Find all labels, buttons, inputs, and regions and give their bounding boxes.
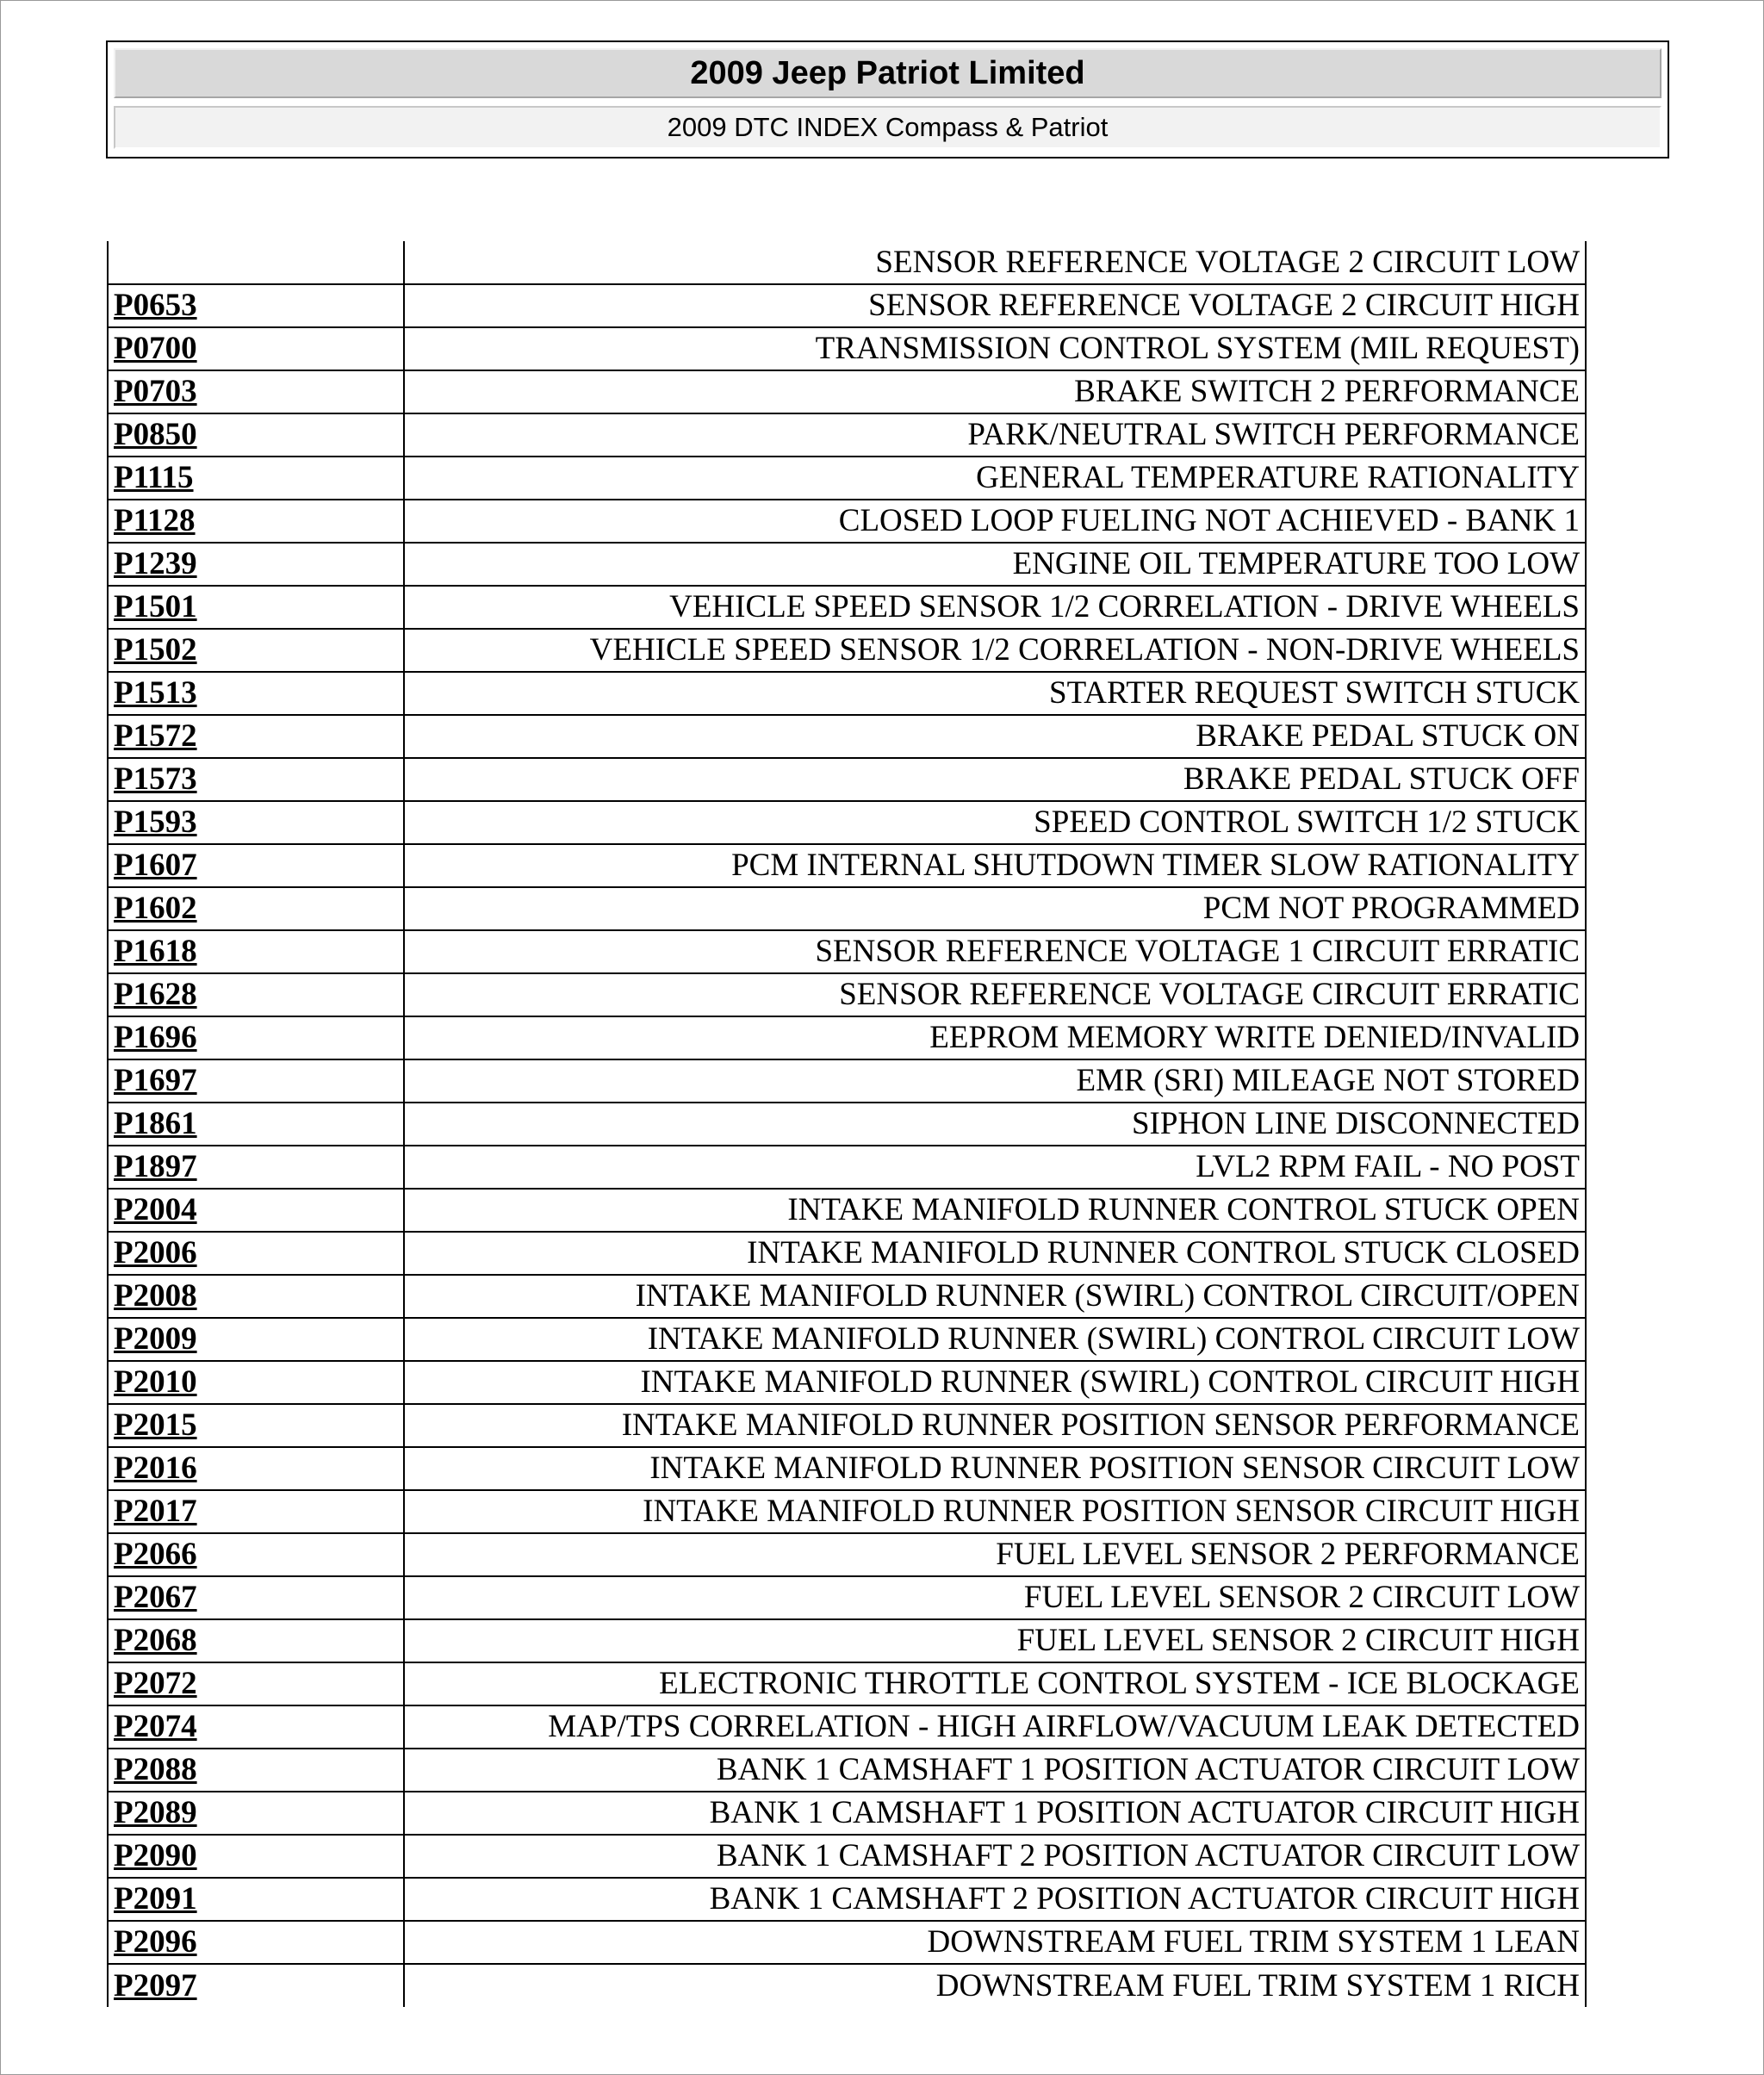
dtc-description: BANK 1 CAMSHAFT 2 POSITION ACTUATOR CIRCUIT LOW xyxy=(404,1835,1586,1878)
dtc-description: PCM NOT PROGRAMMED xyxy=(404,887,1586,930)
dtc-description: MAP/TPS CORRELATION - HIGH AIRFLOW/VACUUM LEAK DETECTED xyxy=(404,1705,1586,1749)
dtc-code-link[interactable]: P2096 xyxy=(108,1921,404,1964)
dtc-description: INTAKE MANIFOLD RUNNER POSITION SENSOR CIRCUIT HIGH xyxy=(404,1490,1586,1533)
dtc-code-link[interactable]: P2010 xyxy=(108,1361,404,1404)
dtc-code-link[interactable]: P0700 xyxy=(108,327,404,370)
dtc-code-link[interactable]: P2016 xyxy=(108,1447,404,1490)
table-row xyxy=(108,1705,1586,1749)
dtc-description: INTAKE MANIFOLD RUNNER CONTROL STUCK OPEN xyxy=(404,1189,1586,1232)
table-row xyxy=(108,1964,1586,2007)
dtc-code-link[interactable]: P2006 xyxy=(108,1232,404,1275)
dtc-description: INTAKE MANIFOLD RUNNER (SWIRL) CONTROL CIRCUIT LOW xyxy=(404,1318,1586,1361)
dtc-code-link[interactable]: P2004 xyxy=(108,1189,404,1232)
table-row xyxy=(108,930,1586,973)
dtc-description: BRAKE PEDAL STUCK OFF xyxy=(404,758,1586,801)
dtc-description: LVL2 RPM FAIL - NO POST xyxy=(404,1146,1586,1189)
dtc-code-link[interactable]: P1501 xyxy=(108,586,404,629)
dtc-code-link xyxy=(108,241,404,284)
dtc-description: INTAKE MANIFOLD RUNNER CONTROL STUCK CLOSED xyxy=(404,1232,1586,1275)
dtc-description: TRANSMISSION CONTROL SYSTEM (MIL REQUEST) xyxy=(404,327,1586,370)
table-row xyxy=(108,1361,1586,1404)
dtc-description: DOWNSTREAM FUEL TRIM SYSTEM 1 LEAN xyxy=(404,1921,1586,1964)
table-row xyxy=(108,1189,1586,1232)
dtc-code-link[interactable]: P2009 xyxy=(108,1318,404,1361)
table-row xyxy=(108,500,1586,543)
table-row xyxy=(108,1792,1586,1835)
table-row xyxy=(108,715,1586,758)
dtc-code-link[interactable]: P1513 xyxy=(108,672,404,715)
dtc-code-link[interactable]: P1115 xyxy=(108,457,404,500)
table-row xyxy=(108,586,1586,629)
document-header xyxy=(106,40,1669,158)
dtc-description: BANK 1 CAMSHAFT 2 POSITION ACTUATOR CIRCUIT HIGH xyxy=(404,1878,1586,1921)
table-row xyxy=(108,973,1586,1016)
dtc-code-link[interactable]: P1573 xyxy=(108,758,404,801)
table-row xyxy=(108,1619,1586,1662)
dtc-index-table xyxy=(107,241,1587,2007)
table-row xyxy=(108,1404,1586,1447)
dtc-code-link[interactable]: P2068 xyxy=(108,1619,404,1662)
dtc-code-link[interactable]: P0703 xyxy=(108,370,404,413)
dtc-code-link[interactable]: P2072 xyxy=(108,1662,404,1705)
dtc-code-link[interactable]: P1128 xyxy=(108,500,404,543)
table-row xyxy=(108,1146,1586,1189)
dtc-code-link[interactable]: P1697 xyxy=(108,1059,404,1103)
table-row xyxy=(108,629,1586,672)
table-row xyxy=(108,543,1586,586)
dtc-code-link[interactable]: P1618 xyxy=(108,930,404,973)
table-row xyxy=(108,1447,1586,1490)
table-row xyxy=(108,844,1586,887)
dtc-code-link[interactable]: P1239 xyxy=(108,543,404,586)
dtc-code-link[interactable]: P1897 xyxy=(108,1146,404,1189)
dtc-description: SPEED CONTROL SWITCH 1/2 STUCK xyxy=(404,801,1586,844)
dtc-description: CLOSED LOOP FUELING NOT ACHIEVED - BANK 1 xyxy=(404,500,1586,543)
dtc-description: FUEL LEVEL SENSOR 2 CIRCUIT LOW xyxy=(404,1576,1586,1619)
dtc-description: INTAKE MANIFOLD RUNNER (SWIRL) CONTROL CIRCUIT HIGH xyxy=(404,1361,1586,1404)
table-row xyxy=(108,1318,1586,1361)
table-row xyxy=(108,1576,1586,1619)
dtc-code-link[interactable]: P1502 xyxy=(108,629,404,672)
dtc-description: SENSOR REFERENCE VOLTAGE 2 CIRCUIT LOW xyxy=(404,241,1586,284)
table-row xyxy=(108,457,1586,500)
table-row xyxy=(108,413,1586,457)
dtc-code-link[interactable]: P1861 xyxy=(108,1103,404,1146)
dtc-code-link[interactable]: P2091 xyxy=(108,1878,404,1921)
dtc-description: INTAKE MANIFOLD RUNNER POSITION SENSOR CIRCUIT LOW xyxy=(404,1447,1586,1490)
dtc-description: INTAKE MANIFOLD RUNNER (SWIRL) CONTROL CIRCUIT/OPEN xyxy=(404,1275,1586,1318)
dtc-code-link[interactable]: P1572 xyxy=(108,715,404,758)
dtc-code-link[interactable]: P0653 xyxy=(108,284,404,327)
table-row xyxy=(108,1878,1586,1921)
dtc-code-link[interactable]: P2017 xyxy=(108,1490,404,1533)
dtc-code-link[interactable]: P2074 xyxy=(108,1705,404,1749)
dtc-description: SIPHON LINE DISCONNECTED xyxy=(404,1103,1586,1146)
dtc-description: SENSOR REFERENCE VOLTAGE 1 CIRCUIT ERRATIC xyxy=(404,930,1586,973)
dtc-description: EMR (SRI) MILEAGE NOT STORED xyxy=(404,1059,1586,1103)
table-row xyxy=(108,1921,1586,1964)
dtc-code-link[interactable]: P1602 xyxy=(108,887,404,930)
table-row xyxy=(108,370,1586,413)
table-row xyxy=(108,1662,1586,1705)
dtc-description: SENSOR REFERENCE VOLTAGE CIRCUIT ERRATIC xyxy=(404,973,1586,1016)
page-title: 2009 Jeep Patriot Limited xyxy=(114,48,1662,98)
dtc-code-link[interactable]: P1628 xyxy=(108,973,404,1016)
dtc-code-link[interactable]: P2097 xyxy=(108,1964,404,2007)
dtc-description: BANK 1 CAMSHAFT 1 POSITION ACTUATOR CIRCUIT LOW xyxy=(404,1749,1586,1792)
table-row xyxy=(108,887,1586,930)
dtc-code-link[interactable]: P2089 xyxy=(108,1792,404,1835)
table-row xyxy=(108,758,1586,801)
table-row xyxy=(108,284,1586,327)
page-subtitle: 2009 DTC INDEX Compass & Patriot xyxy=(114,106,1662,149)
table-row xyxy=(108,1749,1586,1792)
dtc-description: DOWNSTREAM FUEL TRIM SYSTEM 1 RICH xyxy=(404,1964,1586,2007)
dtc-code-link[interactable]: P2088 xyxy=(108,1749,404,1792)
dtc-description: STARTER REQUEST SWITCH STUCK xyxy=(404,672,1586,715)
table-row xyxy=(108,1533,1586,1576)
dtc-description: BRAKE SWITCH 2 PERFORMANCE xyxy=(404,370,1586,413)
dtc-code-link[interactable]: P1696 xyxy=(108,1016,404,1059)
dtc-description: ENGINE OIL TEMPERATURE TOO LOW xyxy=(404,543,1586,586)
table-row xyxy=(108,801,1586,844)
dtc-description: PCM INTERNAL SHUTDOWN TIMER SLOW RATIONALITY xyxy=(404,844,1586,887)
dtc-description: SENSOR REFERENCE VOLTAGE 2 CIRCUIT HIGH xyxy=(404,284,1586,327)
dtc-code-link[interactable]: P2067 xyxy=(108,1576,404,1619)
dtc-description: FUEL LEVEL SENSOR 2 PERFORMANCE xyxy=(404,1533,1586,1576)
table-row xyxy=(108,1490,1586,1533)
table-row xyxy=(108,1232,1586,1275)
dtc-table-body xyxy=(108,241,1586,2007)
dtc-description: ELECTRONIC THROTTLE CONTROL SYSTEM - ICE BLOCKAGE xyxy=(404,1662,1586,1705)
dtc-description: EEPROM MEMORY WRITE DENIED/INVALID xyxy=(404,1016,1586,1059)
table-row xyxy=(108,1275,1586,1318)
dtc-code-link[interactable]: P1593 xyxy=(108,801,404,844)
dtc-code-link[interactable]: P2090 xyxy=(108,1835,404,1878)
dtc-code-link[interactable]: P1607 xyxy=(108,844,404,887)
dtc-description: BANK 1 CAMSHAFT 1 POSITION ACTUATOR CIRCUIT HIGH xyxy=(404,1792,1586,1835)
dtc-code-link[interactable]: P2066 xyxy=(108,1533,404,1576)
table-row xyxy=(108,327,1586,370)
dtc-description: INTAKE MANIFOLD RUNNER POSITION SENSOR PERFORMANCE xyxy=(404,1404,1586,1447)
dtc-code-link[interactable]: P2015 xyxy=(108,1404,404,1447)
dtc-description: PARK/NEUTRAL SWITCH PERFORMANCE xyxy=(404,413,1586,457)
table-row xyxy=(108,241,1586,284)
table-row xyxy=(108,1835,1586,1878)
dtc-description: BRAKE PEDAL STUCK ON xyxy=(404,715,1586,758)
dtc-description: VEHICLE SPEED SENSOR 1/2 CORRELATION - NON-DRIVE WHEELS xyxy=(404,629,1586,672)
table-row xyxy=(108,672,1586,715)
dtc-code-link[interactable]: P0850 xyxy=(108,413,404,457)
dtc-description: VEHICLE SPEED SENSOR 1/2 CORRELATION - DRIVE WHEELS xyxy=(404,586,1586,629)
dtc-code-link[interactable]: P2008 xyxy=(108,1275,404,1318)
table-row xyxy=(108,1016,1586,1059)
table-row xyxy=(108,1103,1586,1146)
dtc-description: FUEL LEVEL SENSOR 2 CIRCUIT HIGH xyxy=(404,1619,1586,1662)
table-row xyxy=(108,1059,1586,1103)
dtc-description: GENERAL TEMPERATURE RATIONALITY xyxy=(404,457,1586,500)
